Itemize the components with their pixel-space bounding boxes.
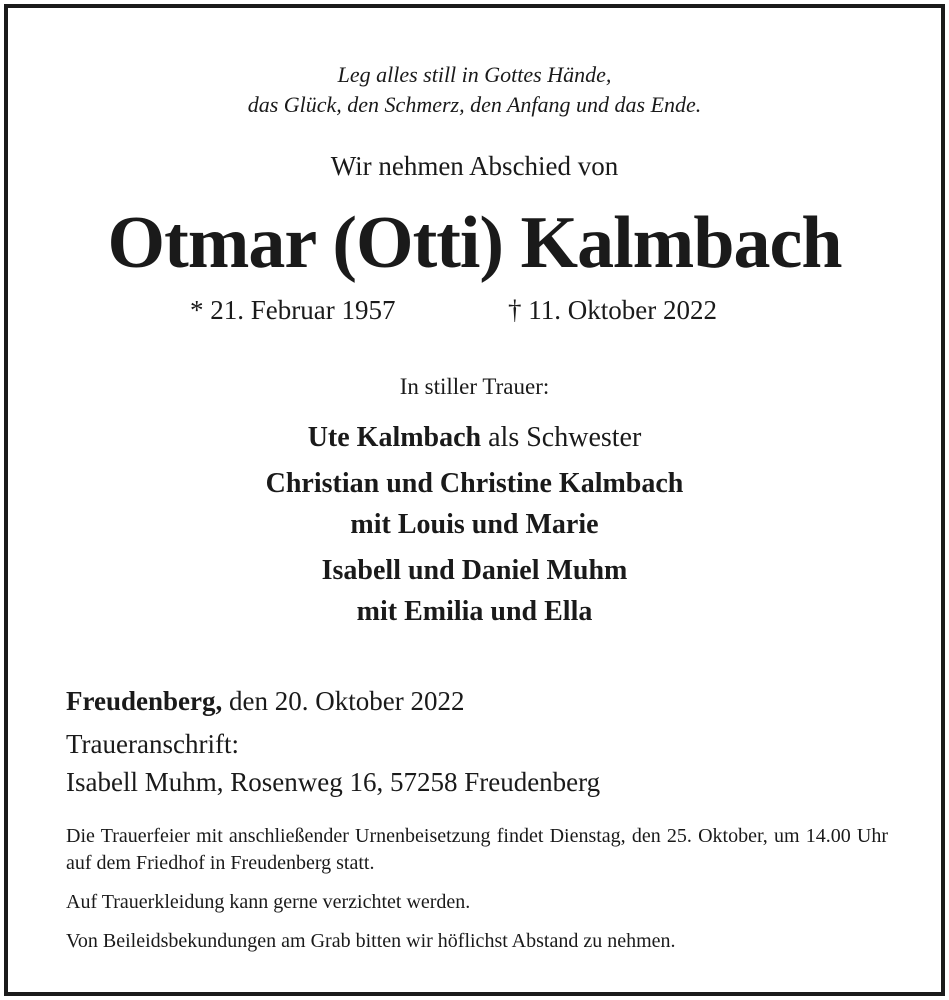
clothing-notice: Auf Trauerkleidung kann gerne verzichtet werden. [66, 891, 471, 913]
deceased-name: Otmar (Otti) Kalmbach [107, 202, 842, 284]
verse-line-1: Leg alles still in Gottes Hände, [337, 62, 612, 87]
death-date: † 11. Oktober 2022 [508, 295, 717, 325]
mourner-line-5: mit Emilia und Ella [356, 596, 593, 627]
place-and-date [66, 683, 464, 719]
mourning-address-label: Traueranschrift: [66, 729, 239, 759]
obituary-notice [4, 4, 945, 996]
mourners-label: In stiller Trauer: [399, 374, 550, 399]
mourner-line-3: mit Louis und Marie [350, 509, 599, 540]
funeral-notice: Die Trauerfeier mit anschließender Urnenbeisetzung findet Dienstag, den 25. Oktober, um 14.00 Uhr auf dem Friedhof in Freudenberg statt. [66, 825, 888, 874]
date: den 20. Oktober 2022 [222, 686, 465, 716]
mourner-line-2: Christian und Christine Kalmbach [265, 468, 684, 499]
condolence-notice: Von Beileidsbekundungen am Grab bitten wir höflichst Abstand zu nehmen. [66, 930, 676, 952]
mourner-relation: als Schwester [481, 422, 642, 453]
mourner-name: Ute Kalmbach [307, 422, 482, 453]
farewell-intro: Wir nehmen Abschied von [330, 151, 619, 181]
place: Freudenberg, [66, 686, 223, 716]
birth-date: * 21. Februar 1957 [190, 295, 396, 325]
mourner-line-4: Isabell und Daniel Muhm [321, 555, 628, 586]
mourning-address: Isabell Muhm, Rosenweg 16, 57258 Freudenberg [66, 767, 601, 797]
verse-line-2: das Glück, den Schmerz, den Anfang und das Ende. [247, 92, 702, 117]
mourner-line-1 [8, 420, 941, 456]
